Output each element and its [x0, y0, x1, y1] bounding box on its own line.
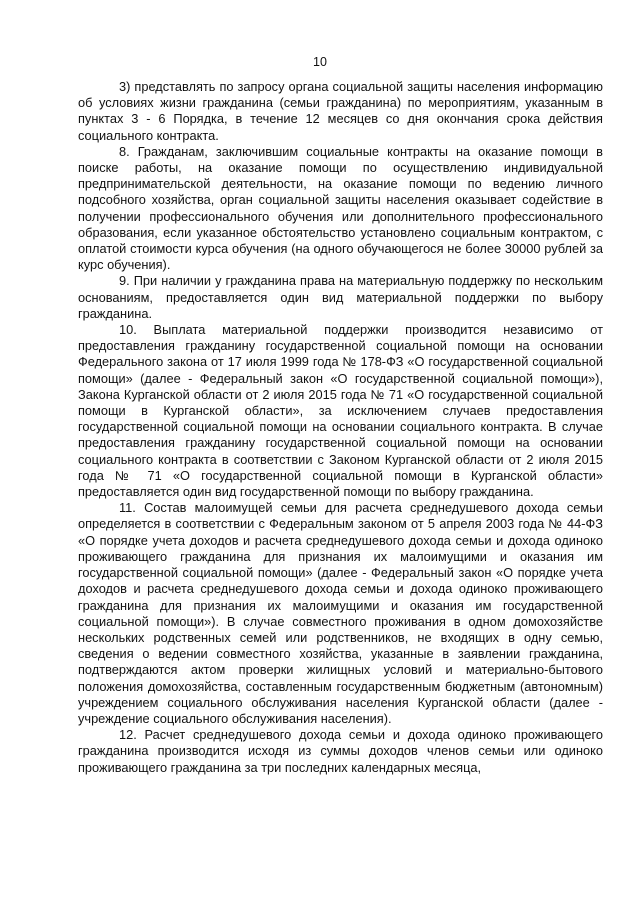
paragraph-12: 12. Расчет среднедушевого дохода семьи и дохода одиноко проживающего гражданина производится исходя из суммы доходов членов семьи или одиноко проживающего гражданина за три последних календарных месяца, — [78, 727, 603, 775]
paragraph-11: 11. Состав малоимущей семьи для расчета среднедушевого дохода семьи определяется в соответствии с Федеральным законом от 5 апреля 2003 года № 44-ФЗ «О порядке учета доходов и расчета среднедушевого дохода семьи и дохода одиноко проживающего гражданина для признания их малоимущими и оказания им государственной социальной помощи» (далее - Федеральный закон «О порядке учета доходов и расчета среднедушевого дохода семьи и дохода одиноко проживающего гражданина для признания их малоимущими и оказания им государственной социальной помощи»). В случае совместного проживания в одном домохозяйстве нескольких родственных семей или родственников, не входящих в одну семью, сведения о ведении совместного хозяйства, указанные в заявлении гражданина, подтверждаются актом проверки жилищных условий и материально-бытового положения домохозяйства, составленным государственным бюджетным (автономным) учреждением социального обслуживания населения Курганской области (далее - учреждение социального обслуживания населения). — [78, 500, 603, 726]
page-number: 10 — [313, 55, 327, 69]
paragraph-9: 9. При наличии у гражданина права на материальную поддержку по нескольким основаниям, предоставляется один вид материальной поддержки по выбору гражданина. — [78, 273, 603, 321]
paragraph-3-obligation: 3) представлять по запросу органа социальной защиты населения информацию об условиях жизни гражданина (семьи гражданина) по мероприятиям, указанным в пунктах 3 - 6 Порядка, в течение 12 месяцев со дня окончания срока действия социального контракта. — [78, 79, 603, 143]
paragraph-8: 8. Гражданам, заключившим социальные контракты на оказание помощи в поиске работы, на оказание помощи по осуществлению индивидуальной предпринимательской деятельности, на оказание помощи по ведению личного подсобного хозяйства, орган социальной защиты населения оказывает содействие в получении профессионального обучения или дополнительного профессионального образования, если указанное обстоятельство установлено социальным контрактом, с оплатой стоимости курса обучения (на одного обучающегося не более 30000 рублей за курс обучения). — [78, 143, 603, 273]
paragraph-10: 10. Выплата материальной поддержки производится независимо от предоставления гражданину государственной социальной помощи на основании Федерального закона от 17 июля 1999 года № 178-ФЗ «О государственной социальной помощи» (далее - Федеральный закон «О государственной социальной помощи»), Закона Курганской области от 2 июля 2015 года № 71 «О государственной социальной помощи в Курганской области», за исключением случаев предоставления государственной социальной помощи на основании социального контракта. В случае предоставления гражданину государственной социальной помощи на основании социального контракта в соответствии с Законом Курганской области от 2 июля 2015 года № 71 «О государственной социальной помощи в Курганской области» предоставляется один вид государственной помощи по выбору гражданина. — [78, 322, 603, 500]
document-body — [78, 79, 603, 776]
